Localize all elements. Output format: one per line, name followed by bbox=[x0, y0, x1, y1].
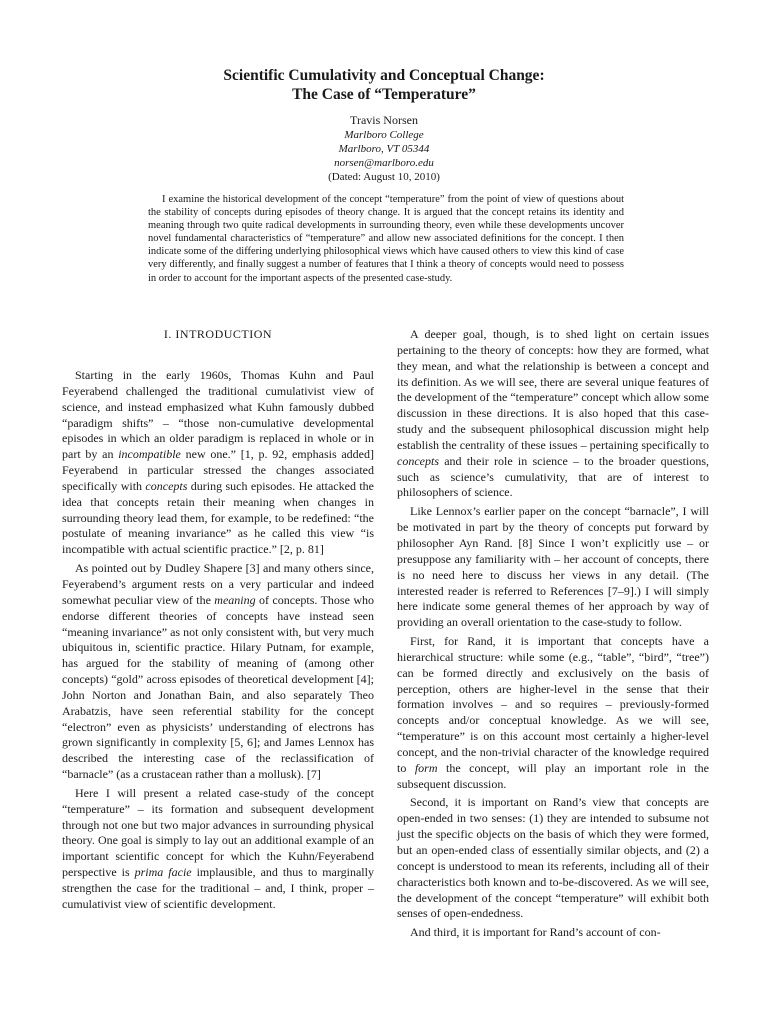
author-affiliation-block bbox=[0, 128, 768, 184]
paragraph: Here I will present a related case-study of the concept “temperature” – its formation and subsequent development through not one but two major advances in surrounding physical theory. One goal is simply to lay out an additional example of an important scientific concept for which the Kuhn/Feyerabend perspective is prima facie implausible, and thus to marginally strengthen the case for the traditional – and, I think, proper – cumulativist view of scientific development. bbox=[62, 785, 374, 911]
section-heading: I. INTRODUCTION bbox=[163, 327, 273, 341]
paper-title bbox=[0, 66, 768, 104]
paragraph: As pointed out by Dudley Shapere [3] and many others since, Feyerabend’s argument rests on a very particular and indeed somewhat peculiar view of the meaning of concepts. Those who endorse different theories of concepts have instead seen “meaning invariance” as not only consistent with, but very much ubiquitous in, scientific practice. Hilary Putnam, for example, has argued for the stability of meaning of (among other concepts) “gold” across episodes of theoretical development [4]; John Norton and Jonathan Bain, and also separately Theo Arabatzis, have seen referential stability for the concept “electron” even as physicists’ understanding of electrons has grown significantly in complexity [5, 6]; and James Lennox has described the interesting case of the reclassification of “barnacle” (as a crustacean rather than a mollusk). [7] bbox=[62, 561, 374, 782]
paragraph: And third, it is important for Rand’s account of con- bbox=[410, 925, 661, 940]
paragraph: First, for Rand, it is important that concepts have a hierarchical structure: while some (e.g., “table”, “bird”, “tree”) can be formed directly and exclusively on the basis of perception, others are higher-level in the sense that their formation involves – and so requires – previously-formed concepts and/or conceptual knowledge. As we will see, “temperature” is on this account most certainly a higher-level concept, and the non-trivial character of the knowledge required to form the concept, will play an important role in the subsequent discussion. bbox=[397, 634, 709, 791]
location: Marlboro, VT 05344 bbox=[338, 143, 430, 155]
left-column bbox=[62, 327, 374, 913]
email: norsen@marlboro.edu bbox=[334, 157, 434, 169]
right-column bbox=[397, 327, 709, 941]
title-line-1: Scientific Cumulativity and Conceptual Change: bbox=[223, 67, 545, 84]
dated: (Dated: August 10, 2010) bbox=[328, 171, 440, 183]
paragraph: Starting in the early 1960s, Thomas Kuhn and Paul Feyerabend challenged the traditional cumulativist view of science, and instead emphasized what Kuhn famously dubbed “paradigm shifts” – “those non-cumulative developmental episodes in which an older paradigm is replaced in whole or in part by an incompatible new one.” [1, p. 92, emphasis added] Feyerabend in particular stressed the changes associated specifically with concepts during such episodes. He attacked the idea that concepts retain their meaning when changes in surrounding theory lead them, for example, to be redefined: “the postulate of meaning invariance” as he called this view “is incompatible with actual scientific practice.” [2, p. 81] bbox=[62, 368, 375, 557]
paragraph: Second, it is important on Rand’s view that concepts are open-ended in two senses: (1) they are intended to subsume not just the specific objects on the basis of which they were formed, but an open-ended class of essentially similar objects, and (2) a concept is understood to mean its referents, including all of their characteristics both known and to-be-discovered. As we will see, the development of the concept “temperature” will exhibit both senses of open-endedness. bbox=[397, 795, 709, 921]
title-line-2: The Case of “Temperature” bbox=[292, 86, 476, 103]
abstract: I examine the historical development of the concept “temperature” from the point of view of questions about the stability of concepts during episodes of theory change. It is argued that the concept retains its identity and meaning through two quite radical developments in surrounding theory, even while these developments uncover novel fundamental characteristics of “temperature” and allow new associated definitions for the concept. I then indicate some of the differing underlying philosophical views which have caused others to view this kind of case very differently, and finally suggest a number of features that I think a theory of concepts would need to possess in order to account for the important aspects of the presented case-study. bbox=[148, 194, 624, 284]
paragraph: A deeper goal, though, is to shed light on certain issues pertaining to the theory of concepts: how they are formed, what they mean, and what the relationship is between a concept and its definition. As we will see, there are several unique features of the development of the “temperature” concept which allow some discussion in these directions. It is also hoped that this case-study and the subsequent philosophical discussion might help establish the centrality of these issues – pertaining specifically to concepts and their role in science – to the broader questions, such as science’s cumulativity, that are of interest to philosophers of science. bbox=[397, 327, 709, 500]
affiliation: Marlboro College bbox=[344, 129, 424, 141]
paragraph: Like Lennox’s earlier paper on the concept “barnacle”, I will be motivated in part by the theory of concepts put forward by philosopher Ayn Rand. [8] Since I won’t explicitly use – or presuppose any familiarity with – her account of concepts, there is no need here to discuss her views in any detail. (The interested reader is referred to References [7–9].) I will simply here indicate some general themes of her approach by way of providing an overall orientation to the case-study to follow. bbox=[397, 504, 709, 630]
author-name: Travis Norsen bbox=[350, 113, 418, 127]
